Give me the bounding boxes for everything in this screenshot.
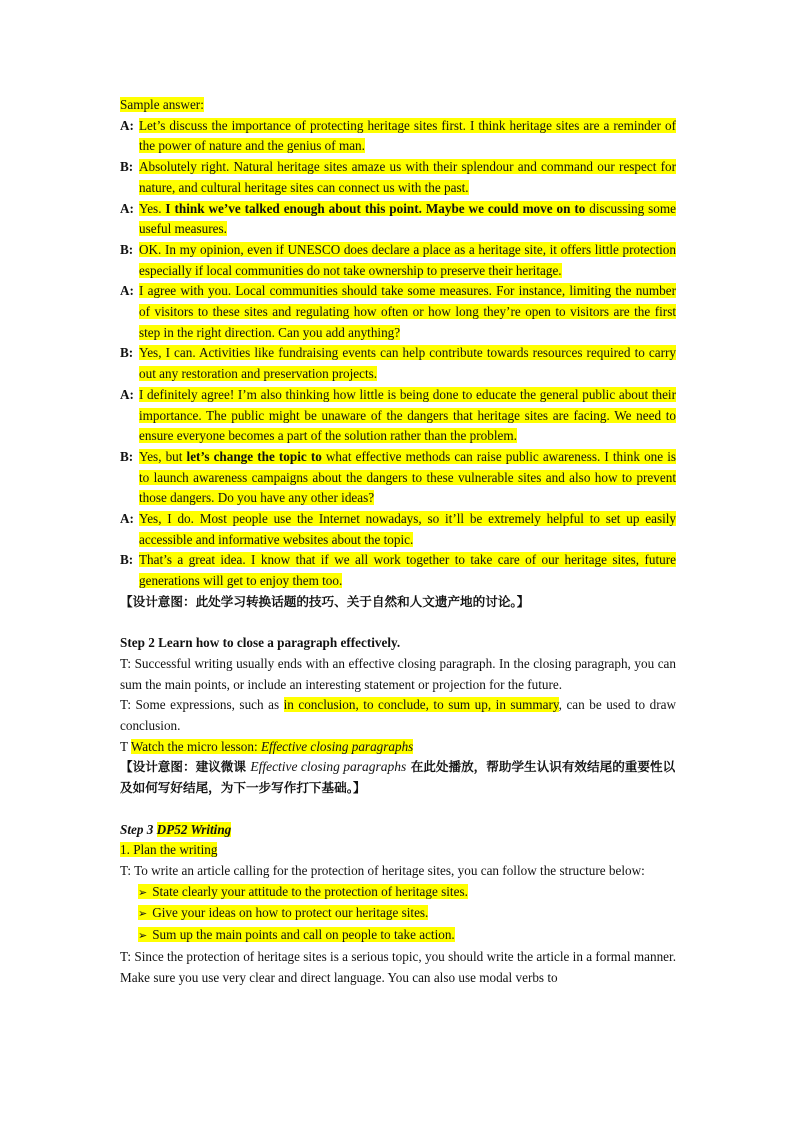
dialogue-text: Yes, but let’s change the topic to what effective methods can raise public awareness. I think one is to launch awareness campaigns about the dangers to these vulnerable sites and also how to prevent those dangers. Do you have any other ideas? [139, 448, 677, 506]
arrow-bullet-icon: ➢ [138, 885, 148, 899]
speaker-label: B: [120, 552, 134, 568]
structure-list-item: ➢ State clearly your attitude to the protection of heritage sites. [138, 883, 468, 899]
dialogue [120, 116, 676, 592]
dialogue-line [120, 199, 676, 240]
step2-heading: Step 2 Learn how to close a paragraph effectively. [120, 635, 401, 651]
dialogue-line [120, 281, 676, 343]
structure-list-item: ➢ Sum up the main points and call on people to take action. [138, 927, 455, 943]
speaker-label: A: [120, 386, 134, 402]
step3-paragraph-2: T: Since the protection of heritage sites is a serious topic, you should write the article in a formal manner. Make sure you use very clear and direct language. You can also use modal verbs to [120, 948, 676, 985]
dialogue-line [120, 550, 676, 591]
dialogue-line [120, 116, 676, 157]
design-note-1: 【设计意图：此处学习转换话题的技巧、关于自然和人文遗产地的讨论。】 [120, 593, 530, 609]
dialogue-text: Yes, I do. Most people use the Internet nowadays, so it’ll be extremely helpful to set up easily accessible and informative websites about the topic. [139, 511, 676, 547]
speaker-label: A: [120, 117, 134, 133]
step2-paragraph-3: T Watch the micro lesson: Effective closing paragraphs [120, 738, 414, 754]
speaker-label: B: [120, 345, 134, 361]
dialogue-text: Yes. I think we’ve talked enough about this point. Maybe we could move on to discussing some useful measures. [139, 200, 676, 237]
speaker-label: B: [120, 448, 134, 464]
dialogue-text: Let’s discuss the importance of protecting heritage sites first. I think heritage sites are a reminder of the power of nature and the genius of man. [139, 117, 676, 154]
speaker-label: A: [120, 511, 134, 527]
dialogue-line [120, 343, 676, 384]
speaker-label: A: [120, 200, 134, 216]
dialogue-text: That’s a great idea. I know that if we all work together to take care of our heritage sites, future generations will get to enjoy them too. [139, 552, 676, 589]
dialogue-line [120, 240, 676, 281]
dialogue-text: I agree with you. Local communities should take some measures. For instance, limiting the number of visitors to these sites and regulating how often or how long they’re open to visitors are the first step in the right direction. Can you add anything? [139, 283, 676, 340]
structure-list-item: ➢ Give your ideas on how to protect our heritage sites. [138, 905, 429, 921]
speaker-label: B: [120, 241, 134, 257]
arrow-bullet-icon: ➢ [138, 907, 148, 921]
speaker-label: B: [120, 159, 134, 175]
dialogue-line [120, 447, 676, 509]
step3-heading: Step 3 DP52 Writing [120, 821, 232, 837]
expressions-highlight: in conclusion, to conclude, to sum up, in summary [283, 697, 559, 713]
step2-paragraph-2: T: Some expressions, such as in conclusion, to conclude, to sum up, in summary, can be used to draw conclusion. [120, 697, 676, 734]
dialogue-line [120, 157, 676, 198]
sample-answer-label: Sample answer: [120, 97, 204, 112]
arrow-bullet-icon: ➢ [138, 929, 148, 943]
dialogue-text: I definitely agree! I’m also thinking how little is being done to educate the general public about their importance. The public might be unaware of the dangers that heritage sites are facing. We need to ensure everyone becomes a part of the solution rather than the problem. [139, 386, 676, 444]
dialogue-text: Yes, I can. Activities like fundraising events can help contribute towards resources required to carry out any restoration and preservation projects. [139, 345, 676, 382]
design-note-2: 【设计意图：建议微课 Effective closing paragraphs 在此处播放，帮助学生认识有效结尾的重要性以及如何写好结尾，为下一步写作打下基础。】 [120, 759, 676, 796]
dialogue-line [120, 385, 676, 447]
speaker-label: A: [120, 283, 134, 299]
step2-paragraph-1: T: Successful writing usually ends with an effective closing paragraph. In the closing paragraph, you can sum the main points, or include an interesting statement or projection for the future. [120, 655, 676, 692]
dialogue-text: Absolutely right. Natural heritage sites amaze us with their splendour and command our respect for nature, and cultural heritage sites can connect us with the past. [139, 159, 676, 195]
micro-lesson-title: Effective closing paragraphs [260, 738, 414, 754]
dialogue-line [120, 509, 676, 550]
plan-label: 1. Plan the writing [120, 842, 218, 858]
dialogue-text: OK. In my opinion, even if UNESCO does declare a place as a heritage site, it offers little protection especially if local communities do not take ownership to preserve their heritage. [139, 241, 676, 278]
step3-paragraph-1: T: To write an article calling for the protection of heritage sites, you can follow the structure below: [120, 862, 645, 878]
structure-list [120, 882, 676, 947]
document-page [120, 95, 676, 988]
